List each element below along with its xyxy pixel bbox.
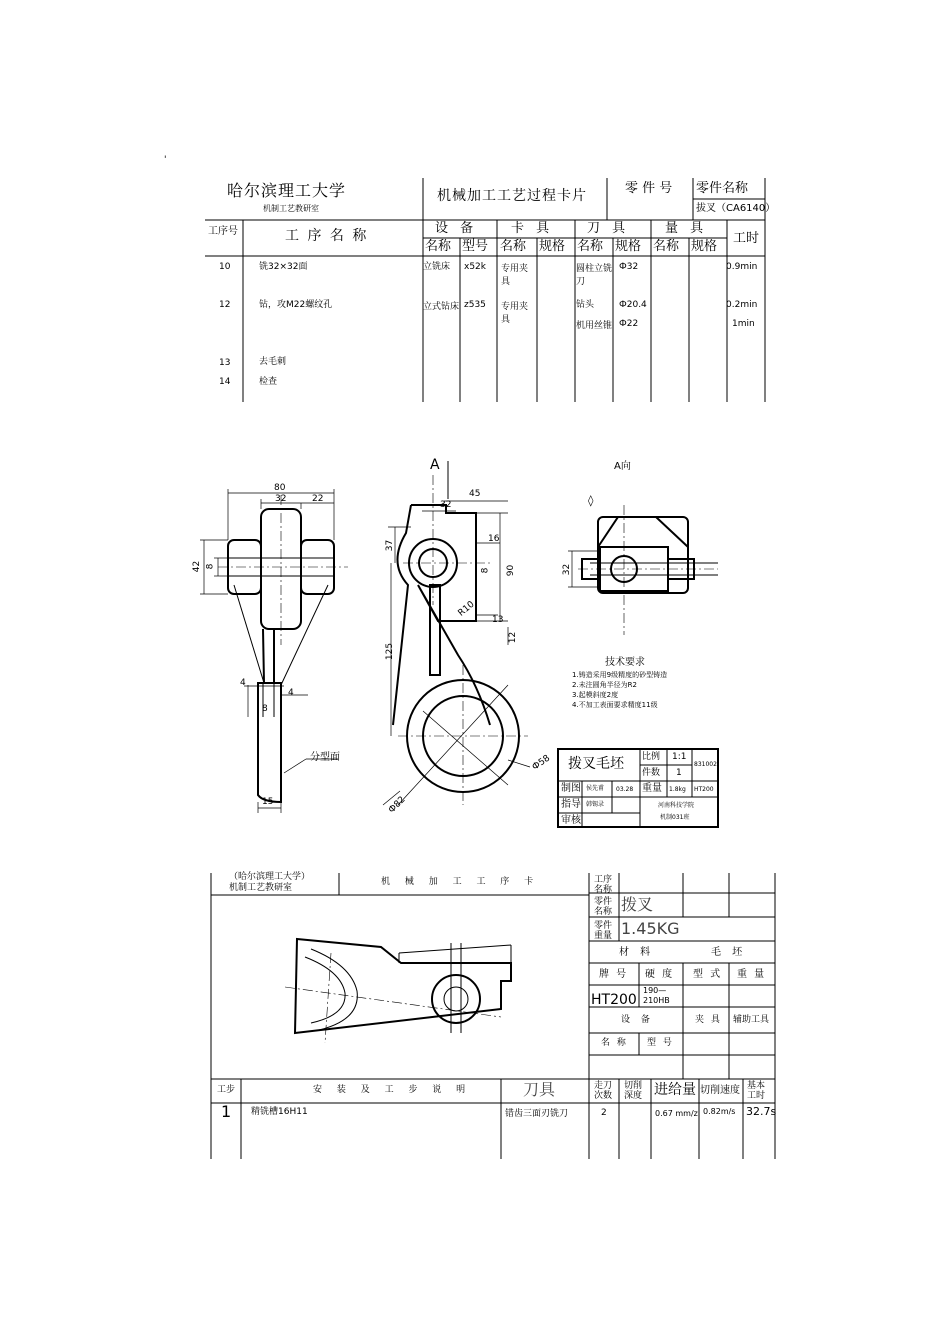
passes-label: 走刀次数 <box>594 1081 613 1101</box>
stray-mark: ' <box>164 155 167 165</box>
dim-8-rib: 8 <box>262 704 268 714</box>
dim-phi58: Ф58 <box>530 753 553 773</box>
row1-time: 32.7s <box>746 1105 777 1118</box>
dim-8-front: 8 <box>480 567 491 574</box>
row10-time: 0.9min <box>726 262 758 272</box>
h-time: 工时 <box>733 231 760 246</box>
tb-guide-label: 指导 <box>561 799 581 810</box>
process-route-card <box>205 178 776 402</box>
row13-name: 去毛刺 <box>259 357 287 367</box>
row10-equip-model: x52k <box>464 262 486 272</box>
tb-drawn-by: 侯先甫 <box>586 785 605 792</box>
proc-name-label: 工序名称 <box>594 875 613 895</box>
dim-13: 13 <box>492 615 504 625</box>
row12-equip-name: 立式钻床 <box>423 302 460 312</box>
h-step-name: 工 序 名 称 <box>285 228 369 244</box>
tb-code: 831002 <box>694 761 717 768</box>
view-a-label: A向 <box>614 461 631 472</box>
row1-tool: 错齿三面刃铣刀 <box>505 1109 569 1119</box>
tb-check-label: 审核 <box>561 815 581 826</box>
row12-time: 0.2min <box>726 300 758 310</box>
h-equipment: 设 备 <box>435 221 478 236</box>
tb-material: HT200 <box>694 786 714 793</box>
card2-part-weight: 1.45KG <box>621 919 680 938</box>
row10-tool-spec: Ф32 <box>619 262 639 272</box>
equipment-label: 设 备 <box>621 1015 654 1025</box>
row12-tool-name-2: 机用丝锥 <box>576 321 613 331</box>
card2-hardness-top: 190— <box>643 986 667 995</box>
row12-name: 钻，攻M22螺纹孔 <box>259 300 333 310</box>
card2-title: 机 械 加 工 工 序 卡 <box>381 877 540 887</box>
sub-fixture-spec: 规格 <box>539 239 566 254</box>
card2-department: 机制工艺教研室 <box>229 883 293 893</box>
dim-4-right: 4 <box>288 688 294 698</box>
card1-title: 机械加工工艺过程卡片 <box>437 188 587 204</box>
part-name-label: 零件名称 <box>696 181 749 196</box>
tb-name: 拨叉毛坯 <box>568 756 624 772</box>
part-weight-label: 零件重量 <box>594 921 613 941</box>
tb-weight: 1.8kg <box>669 786 686 793</box>
part-name-label: 零件名称 <box>594 897 613 917</box>
row1-instruction: 精铣槽16H11 <box>251 1107 308 1117</box>
dim-32-side: 32 <box>275 494 287 504</box>
tech-item-3: 3.起模斜度2度 <box>572 691 619 699</box>
material-label: 材 料 <box>619 947 655 958</box>
tech-requirements-title: 技术要求 <box>605 657 645 668</box>
h-step-no: 工序号 <box>208 226 238 237</box>
row10-name: 铣32×32面 <box>259 262 308 272</box>
dim-22: 22 <box>312 494 324 504</box>
tb-count-label: 件数 <box>642 768 661 778</box>
row13-no: 13 <box>219 358 231 368</box>
tb-scale-label: 比例 <box>642 752 661 762</box>
blank-label: 毛 坯 <box>711 947 747 958</box>
tb-class: 机制031班 <box>660 814 690 821</box>
basic-time-label: 基本工时 <box>747 1081 766 1101</box>
tb-drawn-label: 制图 <box>561 783 581 794</box>
row1-speed: 0.82m/s <box>703 1107 736 1116</box>
row12-fixture: 专用夹具 <box>501 302 529 325</box>
card2-grade: HT200 <box>591 992 637 1008</box>
tb-weight-label: 重量 <box>642 783 662 794</box>
row12-tool-spec: Ф20.4 <box>619 300 647 310</box>
speed-label: 切削速度 <box>700 1085 740 1096</box>
dim-45: 45 <box>469 489 481 499</box>
instr-label: 安 装 及 工 步 说 明 <box>313 1085 472 1095</box>
grade-label: 牌 号 <box>599 969 629 980</box>
tb-school: 河南科技学院 <box>658 802 695 809</box>
part-sketch <box>285 939 511 1043</box>
row14-name: 检查 <box>259 377 278 387</box>
row12-time-2: 1min <box>732 319 755 329</box>
h-gauge: 量 具 <box>665 221 708 236</box>
dim-125: 125 <box>385 642 396 661</box>
tool-label: 刀具 <box>523 1080 556 1099</box>
dim-16: 16 <box>488 534 500 544</box>
roughness-mark: ◊ <box>588 494 594 507</box>
tech-item-4: 4.不加工表面要求精度11级 <box>572 701 658 709</box>
model-label: 型 号 <box>647 1038 674 1048</box>
tech-item-2: 2.未注圆角半径为R2 <box>572 681 637 689</box>
drawing-svg <box>178 455 718 827</box>
tech-item-1: 1.铸造采用9级精度的砂型铸造 <box>572 671 668 679</box>
tb-guide-by: 韩锡录 <box>586 801 605 808</box>
row12-tool-spec-2: Ф22 <box>619 319 639 329</box>
a-view <box>568 505 718 635</box>
part-no-label: 零 件 号 <box>625 181 673 196</box>
name-label: 名 称 <box>601 1038 628 1048</box>
card2-university: （哈尔滨理工大学） <box>229 872 311 882</box>
row12-equip-model: z535 <box>464 300 486 310</box>
side-view <box>200 489 348 813</box>
dim-42: 42 <box>192 560 203 573</box>
dim-12: 12 <box>508 631 519 644</box>
tb-drawn-date: 03.28 <box>616 786 634 793</box>
dim-8-side: 8 <box>205 563 216 570</box>
row10-tool-name: 圆柱立铣刀 <box>576 264 613 287</box>
type-label: 型 式 <box>693 969 723 980</box>
dim-32-front: 32 <box>440 500 452 510</box>
sub-equip-name: 名称 <box>425 239 452 254</box>
fixture-label: 夹 具 <box>695 1015 722 1025</box>
sub-fixture-name: 名称 <box>500 239 527 254</box>
card2-hardness-bottom: 210HB <box>643 996 670 1005</box>
dim-80: 80 <box>274 483 286 493</box>
tb-scale: 1:1 <box>672 752 687 762</box>
tb-count: 1 <box>676 768 682 778</box>
dim-37: 37 <box>385 539 396 552</box>
sub-equip-model: 型号 <box>462 239 489 254</box>
card2-part-name: 拨叉 <box>621 895 654 914</box>
depth-label: 切削深度 <box>624 1081 643 1101</box>
dim-15: 15 <box>262 797 274 807</box>
dim-32-a-view: 32 <box>562 563 573 576</box>
sub-gauge-name: 名称 <box>653 239 680 254</box>
row1-feed: 0.67 mm/z <box>655 1109 698 1118</box>
dim-90: 90 <box>506 564 517 577</box>
row10-equip-name: 立铣床 <box>423 262 451 272</box>
h-fixture: 卡 具 <box>511 221 554 236</box>
operation-card <box>211 873 776 1159</box>
part-name-value: 拔叉（CA6140） <box>696 203 776 214</box>
dim-r10: R10 <box>456 599 477 619</box>
row12-tool-name: 钻头 <box>576 300 595 310</box>
sub-gauge-spec: 规格 <box>691 239 718 254</box>
dim-4-left: 4 <box>240 678 246 688</box>
h-tool: 刀 具 <box>587 221 630 236</box>
row1-passes: 2 <box>601 1108 607 1118</box>
weight-label: 重 量 <box>737 969 767 980</box>
row12-no: 12 <box>219 300 231 310</box>
view-a-mark: A <box>430 457 440 473</box>
parting-face-label: 分型面 <box>310 752 340 763</box>
step-label: 工步 <box>217 1085 236 1095</box>
card1-department: 机制工艺教研室 <box>263 204 319 213</box>
sub-tool-name: 名称 <box>577 239 604 254</box>
row14-no: 14 <box>219 377 231 387</box>
blank-drawing <box>178 455 718 827</box>
card1-university: 哈尔滨理工大学 <box>227 181 347 200</box>
hardness-label: 硬 度 <box>645 969 675 980</box>
row1-step: 1 <box>221 1102 232 1121</box>
feed-label: 进给量 <box>654 1082 696 1098</box>
row10-fixture: 专用夹具 <box>501 264 529 287</box>
sub-tool-spec: 规格 <box>615 239 642 254</box>
dim-phi82: Ф82 <box>386 794 408 816</box>
row10-no: 10 <box>219 262 231 272</box>
aux-tool-label: 辅助工具 <box>733 1015 770 1025</box>
